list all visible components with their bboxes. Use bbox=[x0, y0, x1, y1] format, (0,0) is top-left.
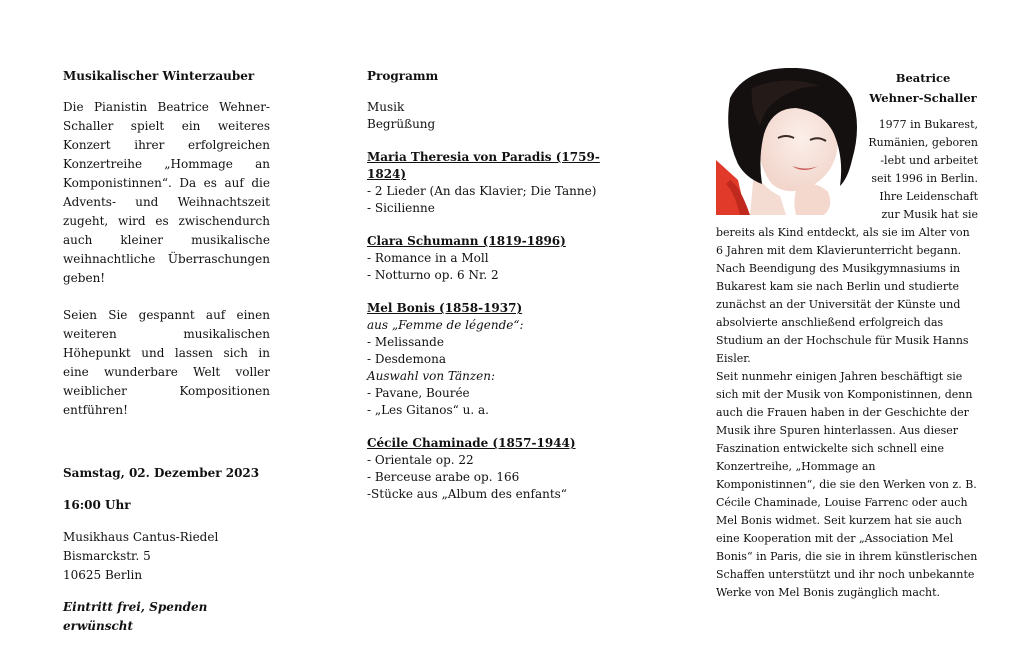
program-item: - Notturno op. 6 Nr. 2 bbox=[367, 268, 499, 282]
event-column bbox=[63, 68, 270, 636]
program-sections bbox=[367, 133, 627, 503]
program-item: - Romance in a Moll bbox=[367, 251, 489, 265]
bio-heading: Beatrice Wehner-Schaller bbox=[869, 71, 977, 105]
program-intro-welcome: Begrüßung bbox=[367, 117, 436, 131]
program-intro-music: Musik bbox=[367, 100, 405, 114]
program-heading: Programm bbox=[367, 69, 439, 83]
portrait-image bbox=[716, 68, 859, 215]
venue-city: 10625 Berlin bbox=[63, 568, 143, 582]
bio-intro-line: zur Musik hat sie bbox=[881, 208, 978, 221]
bio-intro-line: seit 1996 in Berlin. bbox=[871, 172, 978, 185]
venue-name: Musikhaus Cantus-Riedel bbox=[63, 530, 219, 544]
program-item: - Desdemona bbox=[367, 352, 447, 366]
composer-heading: Cécile Chaminade (1857-1944) bbox=[367, 436, 576, 450]
bio-column bbox=[716, 68, 978, 602]
program-column bbox=[367, 68, 627, 503]
bio-body-continued: Seit nunmehr einigen Jahren beschäftigt sie sich mit der Musik von Komponistinnen, denn auch die Frauen haben in der Geschichte der Musik ihre Spuren hinterlassen. Aus dieser Faszination entwickelte sich schnell eine Konzertreihe, „Hommage an Komponistinnen“, die sie den Werken von z. B. Cécile Chaminade, Louise Farrenc oder auch Mel Bonis widmet. Seit kurzem hat sie auch eine Kooperation mit der „Association Mel Bonis“ in Paris, die sie in ihrem künstlerischen Schaffen unterstützt und ihr noch unbekannte Werke von Mel Bonis zugänglich macht. bbox=[716, 370, 978, 599]
bio-intro-line: -lebt und arbeitet bbox=[880, 154, 978, 167]
program-item: - Melissande bbox=[367, 335, 444, 349]
composer-heading: Mel Bonis (1858-1937) bbox=[367, 301, 523, 315]
bio-intro-line: Ihre Leidenschaft bbox=[879, 190, 978, 203]
bio-intro-line: 1977 in Bukarest, bbox=[878, 118, 978, 131]
portrait-photo bbox=[716, 68, 859, 215]
event-description: Die Pianistin Beatrice Wehner-Schaller spielt ein weiteres Konzert ihrer erfolgreichen Konzertreihe „Hommage an Komponistinnen“. Da es auf die Advents- und Weihnachtszeit zugeht, wird es zwischendurch auch kleiner musikalische weihnachtliche Überraschungen geben! bbox=[63, 100, 270, 285]
program-item: aus „Femme de légende“: bbox=[367, 318, 524, 332]
entry-note: Eintritt frei, Spenden erwünscht bbox=[63, 600, 208, 633]
program-item: - Sicilienne bbox=[367, 201, 435, 215]
program-item: - 2 Lieder (An das Klavier; Die Tanne) bbox=[367, 184, 597, 198]
bio-intro-line: Rumänien, geboren bbox=[868, 136, 978, 149]
venue-street: Bismarckstr. 5 bbox=[63, 549, 151, 563]
program-item: -Stücke aus „Album des enfants“ bbox=[367, 487, 567, 501]
composer-heading: Maria Theresia von Paradis (1759-1824) bbox=[367, 150, 600, 181]
event-time: 16:00 Uhr bbox=[63, 498, 131, 512]
program-item: - Berceuse arabe op. 166 bbox=[367, 470, 520, 484]
event-heading: Musikalischer Winterzauber bbox=[63, 69, 255, 83]
event-invitation: Seien Sie gespannt auf einen weiteren musikalischen Höhepunkt und lassen sich in eine wunderbare Welt voller weiblicher Kompositionen entführen! bbox=[63, 308, 270, 417]
program-item: - Orientale op. 22 bbox=[367, 453, 474, 467]
event-date: Samstag, 02. Dezember 2023 bbox=[63, 466, 260, 480]
composer-heading: Clara Schumann (1819-1896) bbox=[367, 234, 566, 248]
program-item: Auswahl von Tänzen: bbox=[367, 369, 496, 383]
bio-body: bereits als Kind entdeckt, als sie im Alter von 6 Jahren mit dem Klavierunterricht begann. Nach Beendigung des Musikgymnasiums in Bukarest kam sie nach Berlin und studierte zunächst an der Universität der Künste und absolvierte anschließend erfolgreich das Studium an der Hochschule für Musik Hanns Eisler. bbox=[716, 226, 970, 365]
program-item: - Pavane, Bourée bbox=[367, 386, 470, 400]
program-item: - „Les Gitanos“ u. a. bbox=[367, 403, 489, 417]
